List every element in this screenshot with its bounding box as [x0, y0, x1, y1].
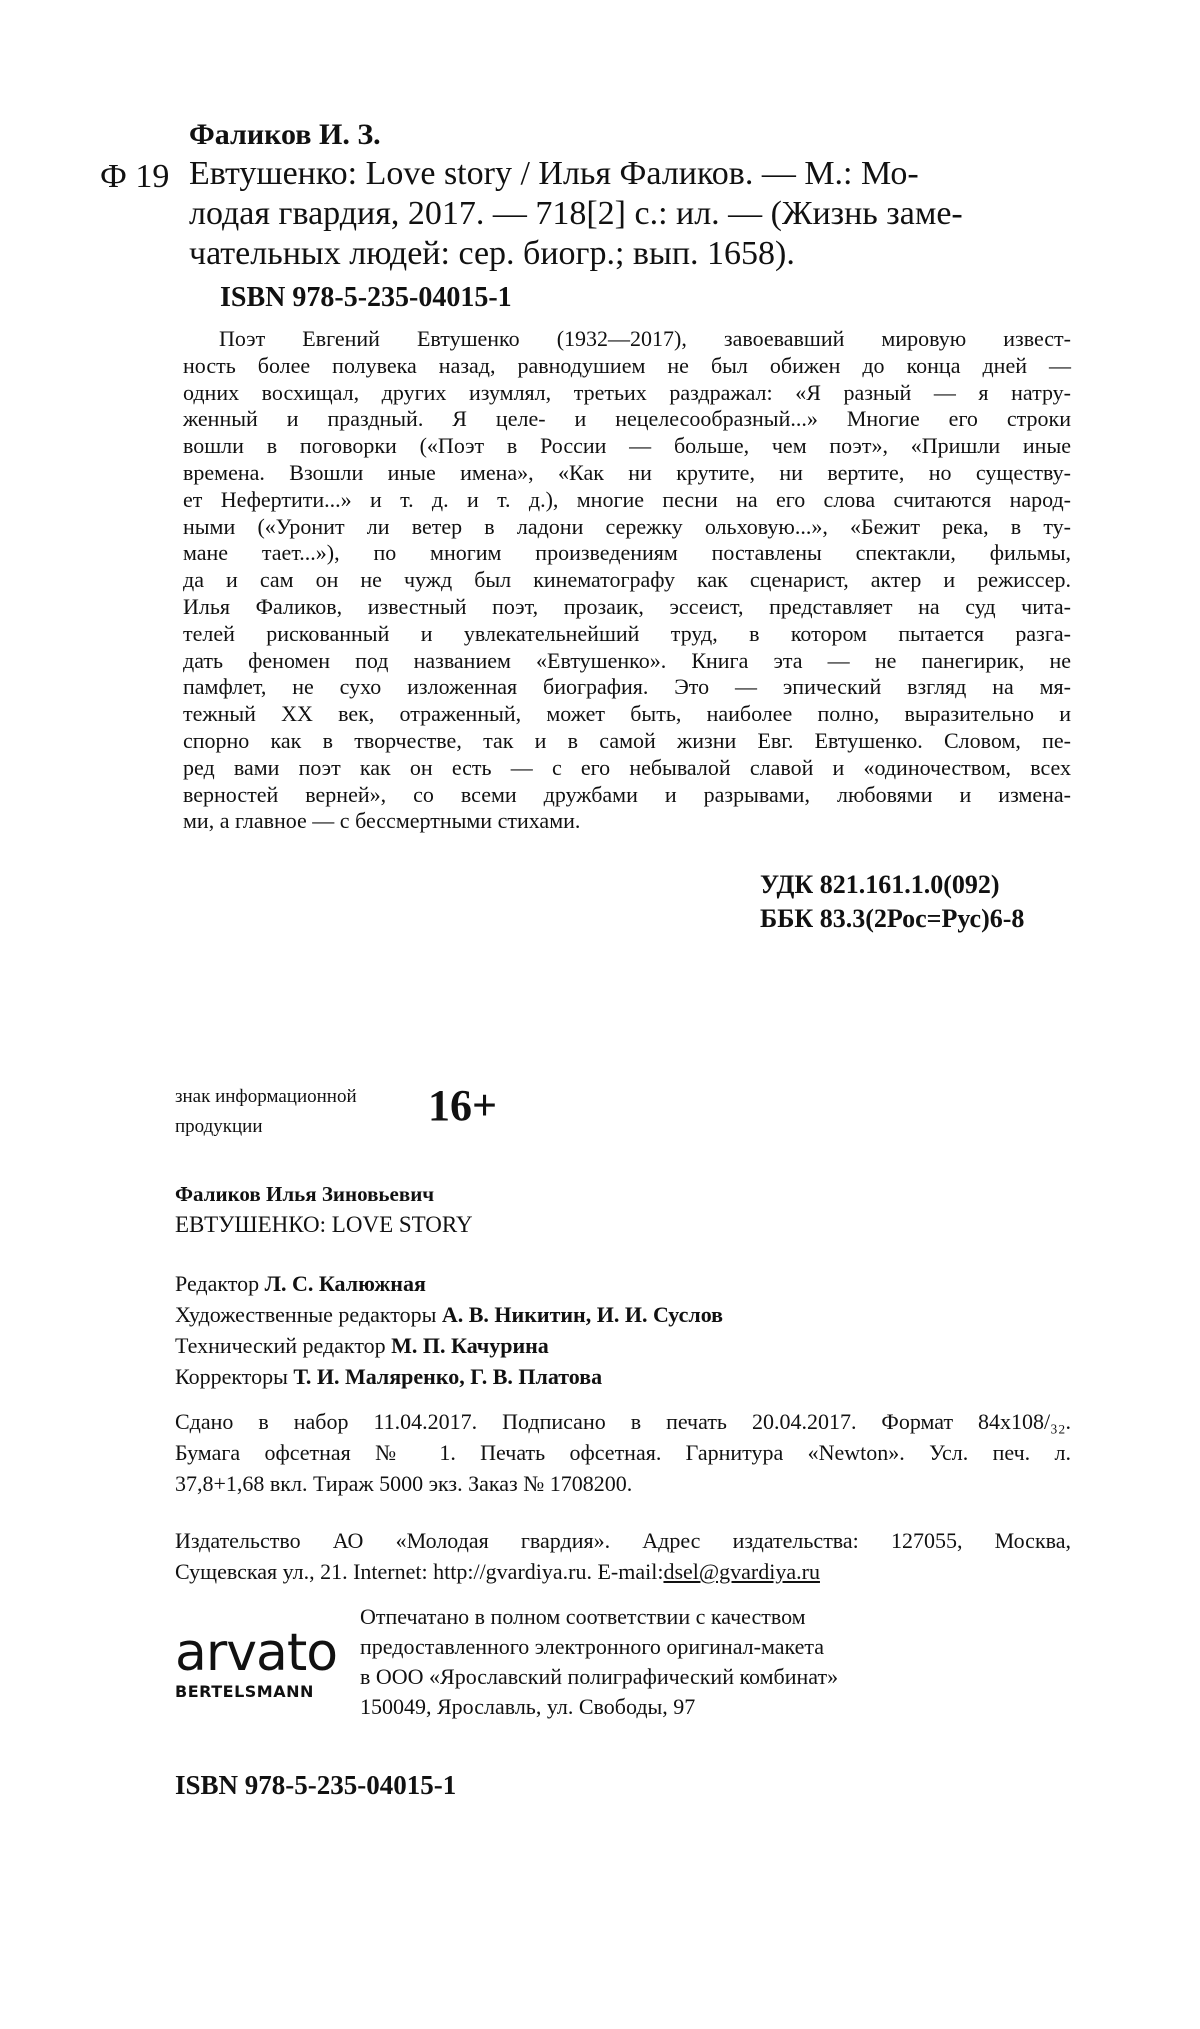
staff-row: [175, 1268, 723, 1299]
staff-name: Т. И. Маляренко, Г. В. Платова: [293, 1364, 603, 1389]
printer-line: 150049, Ярославль, ул. Свободы, 97: [360, 1694, 696, 1719]
logo-wordmark: arvato: [175, 1623, 338, 1683]
printer-info: [360, 1602, 838, 1722]
annotation-line: времена. Взошли иные имена», «Как ни крутите, ни вертите, но существу-: [183, 459, 1071, 485]
author-heading: Фаликов И. З.: [189, 118, 381, 151]
publisher-info: [175, 1525, 1071, 1587]
annotation-line: памфлет, не сухо изложенная биография. Это — эпический взгляд на мя-: [183, 674, 1071, 700]
biblio-line: Евтушенко: Love story / Илья Фаликов. — М.: Мо-: [189, 155, 919, 192]
staff-name: Л. С. Калюжная: [264, 1271, 426, 1296]
annotation-line: мане тает...»), по многим произведениям поставлены спектакли, фильмы,: [183, 540, 1071, 566]
library-classification: [760, 868, 1024, 936]
annotation-line: одних восхищал, других изумлял, третьих раздражал: «Я разный — я натру-: [183, 379, 1071, 405]
isbn-bottom: ISBN 978-5-235-04015-1: [175, 1770, 457, 1800]
annotation-line: спорно как в творчестве, так и в самой жизни Евг. Евтушенко. Словом, пе-: [183, 727, 1071, 753]
printer-line: предоставленного электронного оригинал-макета: [360, 1634, 825, 1659]
print-details-line: Бумага офсетная № 1. Печать офсетная. Гарнитура «Newton». Усл. печ. л.: [175, 1440, 1071, 1465]
bibliographic-description: [189, 154, 1071, 274]
imprint-title: ЕВТУШЕНКО: LOVE STORY: [175, 1212, 473, 1237]
publisher-line: Издательство АО «Молодая гвардия». Адрес издательства: 127055, Москва,: [175, 1528, 1071, 1553]
staff-name: М. П. Качурина: [391, 1333, 549, 1358]
isbn-top: ISBN 978-5-235-04015-1: [220, 282, 512, 313]
printer-line: Отпечатано в полном соответствии с качеством: [360, 1604, 806, 1629]
biblio-line: лодая гвардия, 2017. — 718[2] с.: ил. — (Жизнь заме-: [189, 195, 963, 232]
print-details: [175, 1406, 1071, 1499]
staff-row: [175, 1299, 723, 1330]
staff-name: А. В. Никитин, И. И. Суслов: [441, 1302, 724, 1327]
age-rating-mark: 16+: [428, 1081, 498, 1130]
print-details-line: Сдано в набор 11.04.2017. Подписано в печать 20.04.2017. Формат 84х108/₃₂.: [175, 1409, 1071, 1434]
udk-code: УДК 821.161.1.0(092): [760, 870, 1000, 899]
annotation-line: ред вами поэт как он есть — с его небывалой славой и «одиночеством, всех: [183, 754, 1071, 780]
annotation-line: ными («Уронит ли ветер в ладони сережку ольховую...», «Бежит река, в ту-: [183, 513, 1071, 539]
annotation-line: Поэт Евгений Евтушенко (1932—2017), завоевавший мировую извест-: [219, 326, 1071, 351]
annotation-line: ность более полувека назад, равнодушием не был обижен до конца дней —: [183, 352, 1071, 378]
annotation-line: Илья Фаликов, известный поэт, прозаик, эссеист, представляет на суд чита-: [183, 593, 1071, 619]
annotation-line: женный и праздный. Я целе- и нецелесообразный...» Многие его строки: [183, 406, 1071, 432]
email-link[interactable]: dsel@gvardiya.ru: [663, 1559, 820, 1584]
age-label-line: знак информационной: [175, 1086, 357, 1107]
staff-row: [175, 1361, 723, 1392]
imprint-author: Фаликов Илья Зиновьевич: [175, 1182, 435, 1206]
annotation-line: ет Нефертити...» и т. д. и т. д.), многие песни на его слова считаются народ-: [183, 486, 1071, 512]
age-label-line: продукции: [175, 1116, 263, 1137]
staff-role: Редактор: [175, 1271, 265, 1296]
annotation-line: верностей верней», со всеми дружбами и разрывами, любовями и измена-: [183, 781, 1071, 807]
print-details-line: 37,8+1,68 вкл. Тираж 5000 экз. Заказ № 1708200.: [175, 1471, 633, 1496]
arvato-logo: [175, 1623, 338, 1701]
printer-line: в ООО «Ярославский полиграфический комбинат»: [360, 1664, 839, 1689]
annotation-line: тежный XX век, отраженный, может быть, наиболее полно, выразительно и: [183, 701, 1071, 727]
publisher-line: [175, 1556, 1071, 1587]
annotation-line: вошли в поговорки («Поэт в России — больше, чем поэт», «Пришли иные: [183, 433, 1071, 459]
publisher-contacts: Сущевская ул., 21. Internet: http://gvardiya.ru. E-mail:: [175, 1559, 664, 1584]
classification-code: Ф 19: [100, 158, 170, 195]
staff-role: Художественные редакторы: [175, 1302, 442, 1327]
logo-subtitle: BERTELSMANN: [175, 1682, 314, 1701]
annotation: [183, 326, 1071, 835]
annotation-line: да и сам он не чужд был кинематографу как сценарист, актер и режиссер.: [183, 567, 1071, 593]
age-rating-label: [175, 1082, 425, 1142]
staff-row: [175, 1330, 723, 1361]
biblio-line: чательных людей: сер. биогр.; вып. 1658).: [189, 235, 795, 272]
editorial-staff: [175, 1268, 723, 1392]
annotation-line: телей рискованный и увлекательнейший труд, в котором пытается разга-: [183, 620, 1071, 646]
bbk-code: ББК 83.3(2Рос=Рус)6-8: [760, 904, 1025, 933]
annotation-line: дать феномен под названием «Евтушенко». Книга эта — не панегирик, не: [183, 647, 1071, 673]
annotation-line: ми, а главное — с бессмертными стихами.: [183, 808, 581, 834]
staff-role: Технический редактор: [175, 1333, 392, 1358]
staff-role: Корректоры: [175, 1364, 294, 1389]
